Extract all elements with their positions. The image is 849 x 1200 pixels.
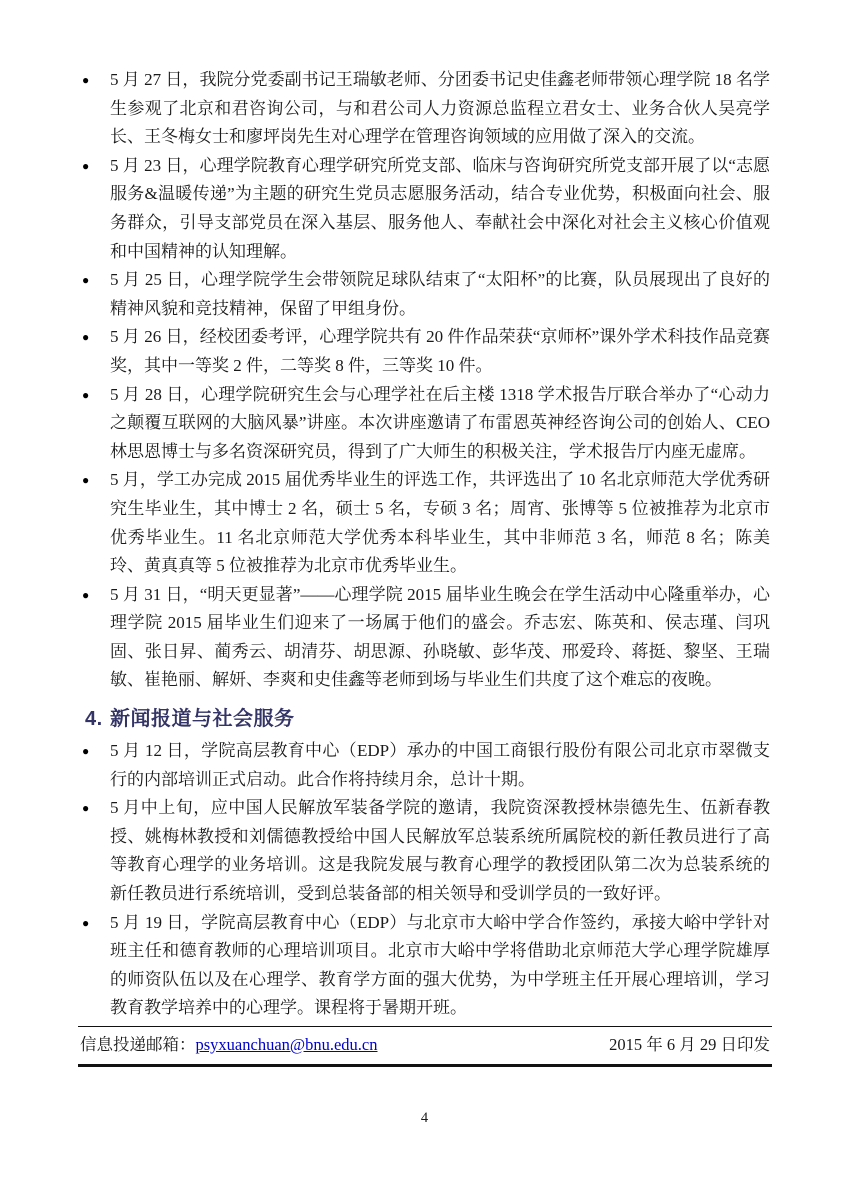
email-link[interactable]: psyxuanchuan@bnu.edu.cn [195, 1035, 378, 1054]
footer-print-date: 2015 年 6 月 29 日印发 [609, 1035, 770, 1054]
section-number: 4. [85, 708, 103, 731]
news-item [80, 152, 770, 266]
footer-rule-bottom [78, 1064, 772, 1067]
news-item [80, 909, 770, 1023]
section-heading [85, 702, 770, 731]
news-item [80, 466, 770, 580]
news-list-top [80, 66, 770, 695]
footer-contact-label: 信息投递邮箱： [80, 1035, 196, 1054]
news-item-text: 5 月 28 日，心理学院研究生会与心理学社在后主楼 1318 学术报告厅联合举办了“心动力之颠覆互联网的大脑风暴”讲座。本次讲座邀请了布雷恩英神经咨询公司的创始人、CEO 林思恩博士与多名资深研究员，得到了广大师生的积极关注，学术报告厅内座无虚席。 [110, 384, 770, 461]
news-item [80, 266, 770, 323]
news-item-text: 5 月 23 日，心理学院教育心理学研究所党支部、临床与咨询研究所党支部开展了以“志愿服务&温暖传递”为主题的研究生党员志愿服务活动，结合专业优势，积极面向社会、服务群众，引导支部党员在深入基层、服务他人、奉献社会中深化对社会主义核心价值观和中国精神的认知理解。 [110, 155, 770, 261]
bullet-icon: ● [82, 158, 90, 173]
news-item-text: 5 月 25 日，心理学院学生会带领院足球队结束了“太阳杯”的比赛，队员展现出了良好的精神风貌和竞技精神，保留了甲组身份。 [110, 270, 770, 318]
news-item-text: 5 月中上旬，应中国人民解放军装备学院的邀请，我院资深教授林崇德先生、伍新春教授、姚梅林教授和刘儒德教授给中国人民解放军总装系统所属院校的新任教员进行了高等教育心理学的业务培训。这是我院发展与教育心理学的教授团队第二次为总装系统的新任教员进行系统培训，受到总装备部的相关领导和受训学员的一致好评。 [110, 798, 770, 904]
page-footer [78, 1026, 772, 1067]
bullet-icon: ● [82, 915, 90, 930]
news-item [80, 381, 770, 467]
section-title: 新闻报道与社会服务 [110, 708, 295, 731]
news-item [80, 737, 770, 794]
bullet-icon: ● [82, 744, 90, 759]
bullet-icon: ● [82, 387, 90, 402]
news-item [80, 66, 770, 152]
bullet-icon: ● [82, 473, 90, 488]
news-item-text: 5 月，学工办完成 2015 届优秀毕业生的评选工作，共评选出了 10 名北京师范大学优秀研究生毕业生，其中博士 2 名，硕士 5 名，专硕 3 名；周宵、张博等 5 位被推荐为北京市优秀毕业生。11 名北京师范大学优秀本科毕业生，其中非师范 3 名，师范 8 名；陈美玲、黄真真等 5 位被推荐为北京市优秀毕业生。 [110, 470, 770, 576]
page-number: 4 [420, 1110, 429, 1126]
bullet-icon: ● [82, 801, 90, 816]
news-item [80, 323, 770, 380]
bullet-icon: ● [82, 330, 90, 345]
news-item [80, 794, 770, 908]
news-item-text: 5 月 19 日，学院高层教育中心（EDP）与北京市大峪中学合作签约，承接大峪中学针对班主任和德育教师的心理培训项目。北京市大峪中学将借助北京师范大学心理学院雄厚的师资队伍以及在心理学、教育学方面的强大优势，为中学班主任开展心理培训，学习教育教学培养中的心理学。课程将于暑期开班。 [110, 912, 770, 1018]
footer-contact [80, 1034, 377, 1056]
news-item [80, 581, 770, 695]
bullet-icon: ● [82, 587, 90, 602]
news-item-text: 5 月 31 日，“明天更显著”——心理学院 2015 届毕业生晚会在学生活动中心隆重举办，心理学院 2015 届毕业生们迎来了一场属于他们的盛会。乔志宏、陈英和、侯志瑾、闫巩固、张日昇、蔺秀云、胡清芬、胡思源、孙晓敏、彭华茂、邢爱玲、蒋挺、黎坚、王瑞敏、崔艳丽、解妍、李爽和史佳鑫等老师到场与毕业生们共度了这个难忘的夜晚。 [110, 584, 770, 690]
news-list-bottom [80, 737, 770, 1023]
news-item-text: 5 月 26 日，经校团委考评，心理学院共有 20 件作品荣获“京师杯”课外学术科技作品竞赛奖，其中一等奖 2 件，二等奖 8 件，三等奖 10 件。 [110, 327, 770, 375]
bullet-icon: ● [82, 273, 90, 288]
news-item-text: 5 月 27 日，我院分党委副书记王瑞敏老师、分团委书记史佳鑫老师带领心理学院 18 名学生参观了北京和君咨询公司，与和君公司人力资源总监程立君女士、业务合伙人吴亮学长、王冬梅女士和廖坪岗先生对心理学在管理咨询领域的应用做了深入的交流。 [110, 70, 770, 147]
news-item-text: 5 月 12 日，学院高层教育中心（EDP）承办的中国工商银行股份有限公司北京市翠微支行的内部培训正式启动。此合作将持续月余，总计十期。 [110, 741, 770, 789]
bullet-icon: ● [82, 73, 90, 87]
